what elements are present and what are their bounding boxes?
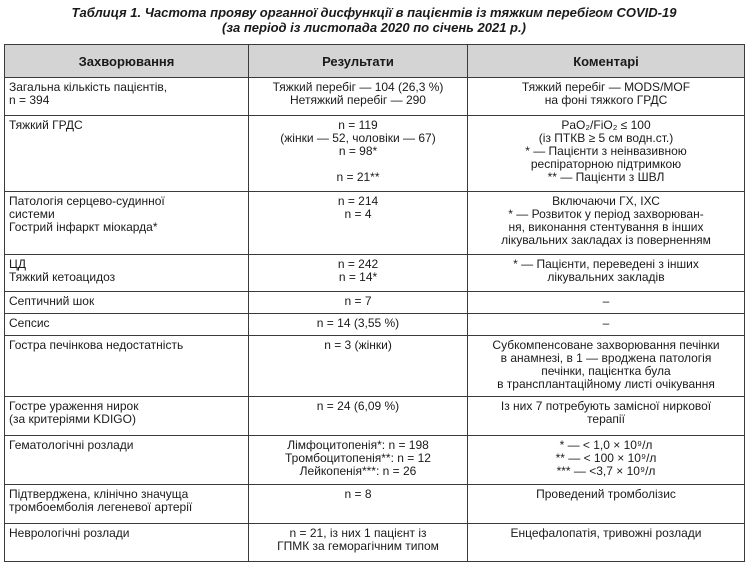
table-caption bbox=[0, 0, 748, 36]
table-row bbox=[5, 524, 745, 562]
cell-line: системи bbox=[9, 207, 55, 221]
disease-cell bbox=[5, 78, 249, 116]
caption-line-1: Таблиця 1. Частота прояву органної дисфункції в пацієнтів із тяжким перебігом COVID-19 bbox=[71, 5, 677, 20]
comments-cell bbox=[468, 292, 745, 314]
cell-line: Тяжкий перебіг — MODS/MOF bbox=[521, 80, 691, 94]
header-comments: Коментарі bbox=[468, 45, 745, 78]
cell-line: лікувальних закладів bbox=[547, 270, 665, 284]
header-results: Результати bbox=[249, 45, 468, 78]
cell-line: n = 8 bbox=[344, 487, 372, 501]
comments-cell bbox=[468, 436, 745, 485]
disease-cell bbox=[5, 255, 249, 292]
comments-cell bbox=[468, 314, 745, 336]
cell-line: в анамнезі, в 1 — вроджена патологія bbox=[500, 351, 712, 365]
cell-line: n = 119 bbox=[338, 118, 378, 132]
cell-line: n = 214 bbox=[337, 194, 379, 208]
cell-line: * — < 1,0 × 10⁹/л bbox=[559, 438, 653, 452]
cell-line: n = 24 (6,09 %) bbox=[316, 399, 400, 413]
cell-line: n = 21** bbox=[336, 170, 380, 184]
cell-line: Тяжкий перебіг — 104 (26,3 %) bbox=[272, 80, 444, 94]
results-cell bbox=[249, 314, 468, 336]
cell-line: * — Пацієнти з неінвазивною bbox=[525, 144, 687, 158]
cell-line: (із ПТКВ ≥ 5 см водн.ст.) bbox=[538, 131, 674, 145]
cell-line: в трансплантаційному листі очікування bbox=[497, 377, 715, 391]
cell-line: ня, виконання стентування в інших bbox=[508, 220, 704, 234]
cell-line: n = 3 (жінки) bbox=[324, 338, 392, 352]
cell-line: (за критеріями KDIGO) bbox=[9, 412, 136, 426]
comments-cell bbox=[468, 255, 745, 292]
cell-line: тромбоемболія легеневої артерії bbox=[9, 500, 193, 514]
results-cell bbox=[249, 292, 468, 314]
table-row bbox=[5, 397, 745, 436]
cell-line: Тяжкий ГРДС bbox=[9, 118, 83, 132]
table-header-row bbox=[5, 45, 745, 78]
cell-line: Енцефалопатія, тривожні розлади bbox=[510, 526, 702, 540]
cell-line: Сепсис bbox=[9, 316, 50, 330]
cell-line: n = 242 bbox=[337, 257, 379, 271]
comments-cell bbox=[468, 192, 745, 255]
results-cell bbox=[249, 78, 468, 116]
cell-line: PaO₂/FiO₂ ≤ 100 bbox=[561, 118, 651, 132]
cell-line: * — Розвиток у період захворюван- bbox=[508, 207, 704, 221]
cell-line: Проведений тромболізис bbox=[536, 487, 676, 501]
results-cell bbox=[249, 336, 468, 397]
disease-cell bbox=[5, 436, 249, 485]
disease-cell bbox=[5, 485, 249, 524]
table-row bbox=[5, 336, 745, 397]
results-cell bbox=[249, 436, 468, 485]
table-row bbox=[5, 116, 745, 192]
cell-line: n = 394 bbox=[9, 93, 50, 107]
cell-line: на фоні тяжкого ГРДС bbox=[544, 93, 668, 107]
table-row bbox=[5, 192, 745, 255]
cell-line: * — Пацієнти, переведені з інших bbox=[513, 257, 699, 271]
organ-dysfunction-table bbox=[4, 44, 745, 562]
cell-line: Неврологічні розлади bbox=[9, 526, 130, 540]
cell-line: n = 7 bbox=[344, 294, 372, 308]
table-row bbox=[5, 255, 745, 292]
table-row bbox=[5, 436, 745, 485]
disease-cell bbox=[5, 192, 249, 255]
cell-line: Гострий інфаркт міокарда* bbox=[9, 220, 158, 234]
cell-line: n = 4 bbox=[344, 207, 372, 221]
disease-cell bbox=[5, 116, 249, 192]
cell-line: Гостре ураження нирок bbox=[9, 399, 139, 413]
disease-cell bbox=[5, 292, 249, 314]
caption-line-2: (за період із листопада 2020 по січень 2021 р.) bbox=[222, 20, 526, 35]
cell-line: n = 14 (3,55 %) bbox=[316, 316, 400, 330]
table-row bbox=[5, 292, 745, 314]
disease-cell bbox=[5, 314, 249, 336]
cell-line: Гематологічні розлади bbox=[9, 438, 134, 452]
results-cell bbox=[249, 192, 468, 255]
results-cell bbox=[249, 397, 468, 436]
comments-cell bbox=[468, 116, 745, 192]
cell-line: n = 98* bbox=[338, 144, 378, 158]
cell-line: ** — Пацієнти з ШВЛ bbox=[547, 170, 665, 184]
results-cell bbox=[249, 116, 468, 192]
cell-line: Підтверджена, клінічно значуща bbox=[9, 487, 189, 501]
disease-cell bbox=[5, 524, 249, 562]
results-cell bbox=[249, 255, 468, 292]
cell-line: Нетяжкий перебіг — 290 bbox=[290, 93, 426, 107]
cell-line: ** — < 100 × 10⁹/л bbox=[555, 451, 657, 465]
cell-line: n = 21, із них 1 пацієнт із bbox=[289, 526, 427, 540]
comments-cell bbox=[468, 524, 745, 562]
cell-line: Із них 7 потребують замісної ниркової bbox=[500, 399, 712, 413]
results-cell bbox=[249, 524, 468, 562]
results-cell bbox=[249, 485, 468, 524]
cell-line: – bbox=[602, 316, 610, 330]
cell-line: Лейкопенія***: n = 26 bbox=[299, 464, 417, 478]
cell-line: Субкомпенсоване захворювання печінки bbox=[492, 338, 720, 352]
cell-line: n = 14* bbox=[338, 270, 378, 284]
cell-line: – bbox=[602, 294, 610, 308]
cell-line: печінки, пацієнтка була bbox=[541, 364, 671, 378]
header-disease: Захворювання bbox=[5, 45, 249, 78]
cell-line: Тяжкий кетоацидоз bbox=[9, 270, 116, 284]
cell-line: ЦД bbox=[9, 257, 27, 271]
cell-line: *** — <3,7 × 10⁹/л bbox=[556, 464, 656, 478]
comments-cell bbox=[468, 485, 745, 524]
disease-cell bbox=[5, 397, 249, 436]
table-row bbox=[5, 485, 745, 524]
cell-line: (жінки — 52, чоловіки — 67) bbox=[280, 131, 436, 145]
table-row bbox=[5, 78, 745, 116]
cell-line: респіраторною підтримкою bbox=[530, 157, 682, 171]
cell-line: лікувальних закладах із поверненням bbox=[501, 233, 711, 247]
cell-line: Включаючи ГХ, ІХС bbox=[552, 194, 660, 208]
cell-line: Патологія серцево-судинної bbox=[9, 194, 165, 208]
cell-line: Септичний шок bbox=[9, 294, 95, 308]
table-row bbox=[5, 314, 745, 336]
disease-cell bbox=[5, 336, 249, 397]
cell-line: ГПМК за геморагічним типом bbox=[277, 539, 439, 553]
cell-line: терапії bbox=[587, 412, 625, 426]
comments-cell bbox=[468, 397, 745, 436]
cell-line: Лімфоцитопенія*: n = 198 bbox=[287, 438, 429, 452]
comments-cell bbox=[468, 78, 745, 116]
cell-line: Гостра печінкова недостатність bbox=[9, 338, 184, 352]
cell-line: Загальна кількість пацієнтів, bbox=[9, 80, 168, 94]
cell-line: Тромбоцитопенія**: n = 12 bbox=[285, 451, 431, 465]
comments-cell bbox=[468, 336, 745, 397]
